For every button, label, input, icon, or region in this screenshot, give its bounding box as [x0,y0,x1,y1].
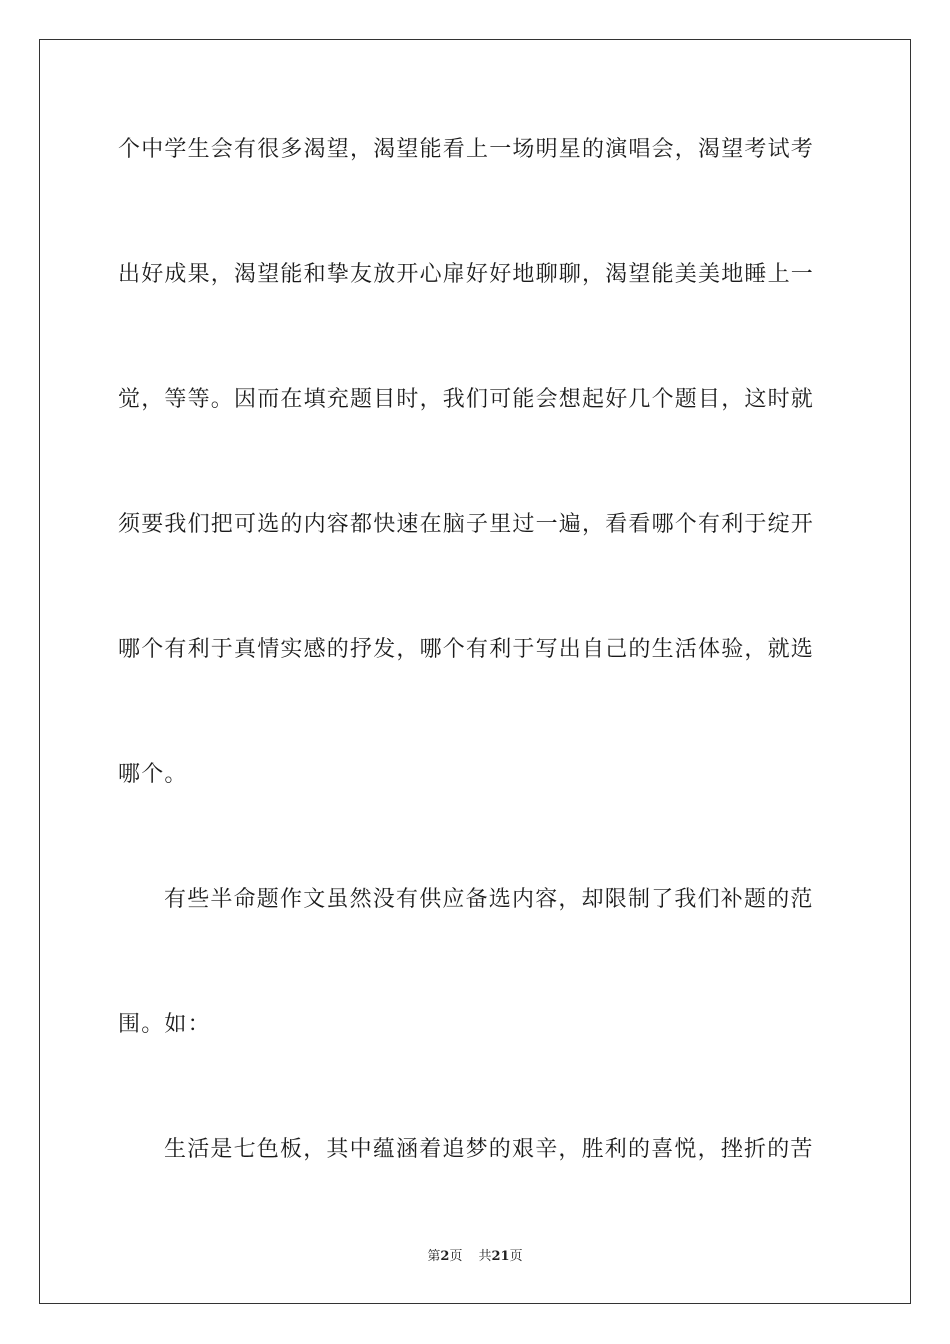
text-line-1: 个中学生会有很多渴望，渴望能看上一场明星的演唱会，渴望考试考 [118,137,815,162]
total-prefix: 共 [478,1249,492,1264]
total-pages: 21 [491,1249,510,1264]
page-suffix: 页 [449,1249,463,1264]
text-line-5: 哪个有利于真情实感的抒发，哪个有利于写出自己的生活体验，就选 [118,637,815,662]
page-prefix: 第 [427,1249,441,1264]
page-footer [0,1248,950,1266]
text-line-7: 有些半命题作文虽然没有供应备选内容，却限制了我们补题的范 [164,887,814,912]
text-line-4: 须要我们把可选的内容都快速在脑子里过一遍，看看哪个有利于绽开 [118,512,815,537]
text-line-2: 出好成果，渴望能和挚友放开心扉好好地聊聊，渴望能美美地睡上一 [118,262,815,287]
text-line-3: 觉，等等。因而在填充题目时，我们可能会想起好几个题目，这时就 [118,387,815,412]
text-line-6: 哪个。 [118,762,188,787]
total-suffix: 页 [509,1249,523,1264]
text-line-8: 围。如： [118,1012,211,1037]
page-number: 2 [440,1249,450,1264]
text-line-9: 生活是七色板，其中蕴涵着追梦的艰辛，胜利的喜悦，挫折的苦 [164,1137,814,1162]
page-border [39,39,911,1304]
